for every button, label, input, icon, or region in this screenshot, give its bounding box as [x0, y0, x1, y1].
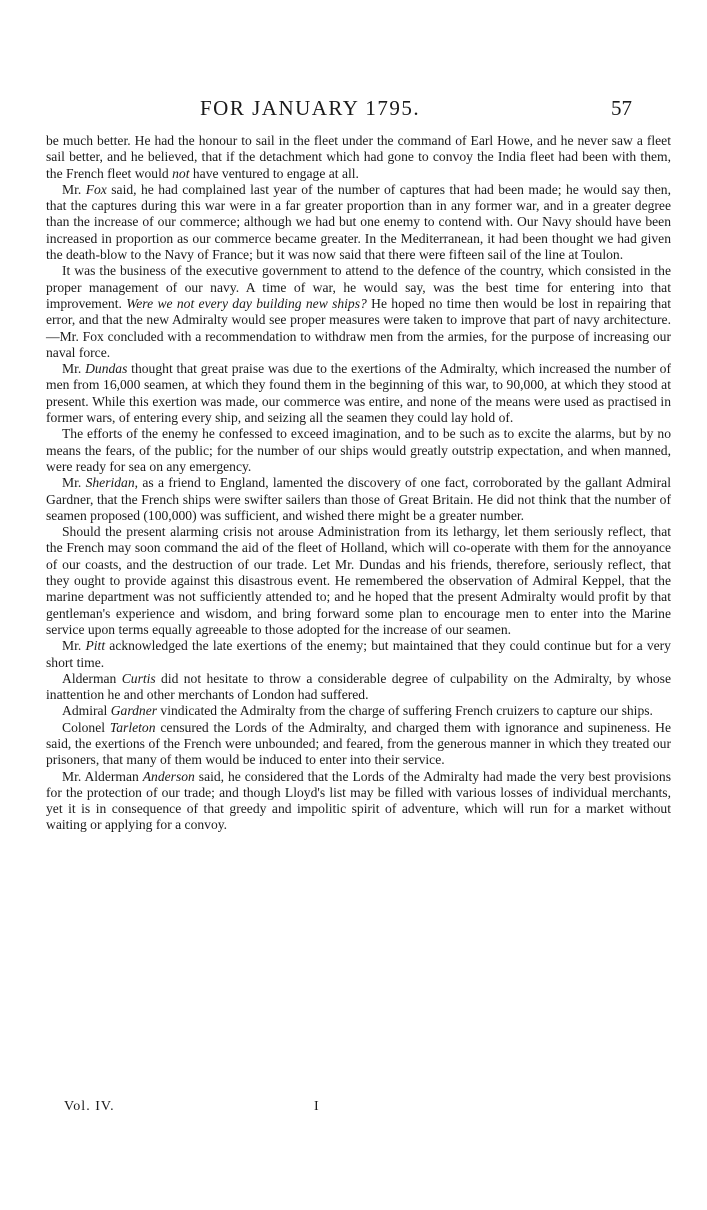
- paragraph: [46, 524, 671, 638]
- text-run: Mr.: [62, 475, 86, 491]
- text-run: Admiral: [62, 703, 111, 719]
- italic-text: not: [172, 165, 190, 181]
- text-run: have ventured to engage at all.: [189, 165, 359, 181]
- text-run: Mr.: [62, 181, 86, 197]
- page-number: 57: [611, 96, 632, 120]
- paragraph: [46, 133, 671, 182]
- text-run: said, he considered that the Lords of the Admiralty had made the very best provisions for the protection of our trade; and though Lloyd's list may be filled with various losses of individual merchants, yet it is in consequence of that greedy and impolitic spirit of adventure, which will run for a market without waiting or applying for a convoy.: [46, 768, 671, 833]
- text-run: censured the Lords of the Admiralty, and charged them with ignorance and supineness. He said, the exertions of the French were unbounded; and feared, from the generous manner in which they treated our prisoners, that many of them would be induced to enter into their service.: [46, 719, 671, 768]
- text-run: Alderman: [62, 670, 122, 686]
- italic-text: Curtis: [121, 670, 156, 686]
- italic-text: Were we not every day building new ships?: [126, 295, 367, 311]
- text-run: It was the business of the executive government to attend to the defence of the country, which consisted in the proper management of our navy. A time of war, he would say, was the best time for entering into that improvement.: [46, 263, 671, 311]
- text-run: , as a friend to England, lamented the discovery of one fact, corroborated by the gallant Admiral Gardner, that the French ships were swifter sailers than those of Great Britain. He did not think that the number of seamen proposed (100,000) was sufficient, and wished there might be a greater number.: [46, 475, 671, 523]
- text-run: be much better. He had the honour to sail in the fleet under the command of Earl Howe, and he never saw a fleet sail better, and he believed, that if the detachment which had gone to convoy the India fleet had been with them, the French fleet would: [46, 133, 671, 181]
- italic-text: Anderson: [142, 768, 195, 784]
- paragraph: [46, 769, 671, 834]
- paragraph: [46, 703, 671, 719]
- paragraph: [46, 720, 671, 769]
- text-run: said, he had complained last year of the number of captures that had been made; he would say then, that the captures during this war were in a far greater proportion than in any former war, and in a greater degree than the increase of our commerce; although we had but one enemy to contend with. Our Navy should have been increased in proportion as our commerce became greater. In the Mediterranean, it had been thought we had given the death-blow to the Navy of France; but it was now said that there were fifteen sail of the line at Toulon.: [46, 181, 671, 263]
- text-run: thought that great praise was due to the exertions of the Admiralty, which increased the number of men from 16,000 seamen, at which they found them in the beginning of this war, to 90,000, at which they stood at present. While this exertion was made, our commerce was entire, and none of the means were used as practised in former wars, of entering every ship, and seizing all the seamen they could lay hold of.: [46, 361, 671, 426]
- italic-text: Dundas: [85, 361, 128, 377]
- page-footer: [0, 1099, 707, 1123]
- italic-text: Tarleton: [109, 719, 156, 735]
- running-head: [0, 96, 707, 126]
- paragraph: [46, 426, 671, 475]
- text-run: Mr.: [62, 638, 86, 654]
- text-run: He hoped no time then would be lost in repairing that error, and that the new Admiralty would see proper measures were taken to improve that part of navy architecture.—Mr. Fox concluded with a recommendation to withdraw men from the armies, for the purpose of increasing our naval force.: [46, 295, 672, 360]
- text-run: vindicated the Admiralty from the charge of suffering French cruizers to capture our ships.: [157, 703, 653, 719]
- paragraph: [46, 475, 671, 524]
- text-run: Colonel: [62, 719, 110, 735]
- italic-text: Gardner: [110, 703, 158, 719]
- text-run: Mr.: [62, 361, 86, 377]
- paragraph: [46, 182, 671, 263]
- text-run: Mr. Alderman: [62, 768, 143, 784]
- text-run: Should the present alarming crisis not arouse Administration from its lethargy, let them seriously reflect, that the French may soon command the aid of the fleet of Holland, which will co-operate with them for the annoyance of our coasts, and the destruction of our trade. Let Mr. Dundas and his friends, therefore, seriously reflect, that they ought to provide against this disastrous event. He remembered the observation of Admiral Keppel, that the marine department was not sufficiently attended to; and he hoped that the present Admiralty would profit by that gentleman's experience and wisdom, and bring forward some plan to encourage men to enter into the Marine service upon terms equally agreeable to those adopted for the increase of our seamen.: [46, 524, 671, 637]
- paragraph: [46, 638, 671, 671]
- text-run: acknowledged the late exertions of the enemy; but maintained that they could continue but for a very short time.: [46, 638, 671, 670]
- signature-mark: I: [314, 1099, 319, 1114]
- running-title: FOR JANUARY 1795.: [200, 96, 421, 120]
- volume-label: Vol. IV.: [64, 1099, 115, 1114]
- text-run: did not hesitate to throw a considerable degree of culpability on the Admiralty, by whose inattention he and other merchants of London had suffered.: [46, 670, 671, 703]
- paragraph: [46, 263, 671, 361]
- italic-text: Pitt: [85, 638, 106, 654]
- italic-text: Sheridan: [85, 475, 135, 491]
- paragraph: [46, 671, 671, 704]
- paragraph: [46, 361, 671, 426]
- text-run: The efforts of the enemy he confessed to exceed imagination, and to be such as to excite the alarms, but by no means the fears, of the public; for the number of our ships would greatly outstrip expectation, and when manned, were ready for sea on any emergency.: [46, 426, 671, 474]
- italic-text: Fox: [85, 181, 107, 197]
- article-body: [46, 133, 671, 834]
